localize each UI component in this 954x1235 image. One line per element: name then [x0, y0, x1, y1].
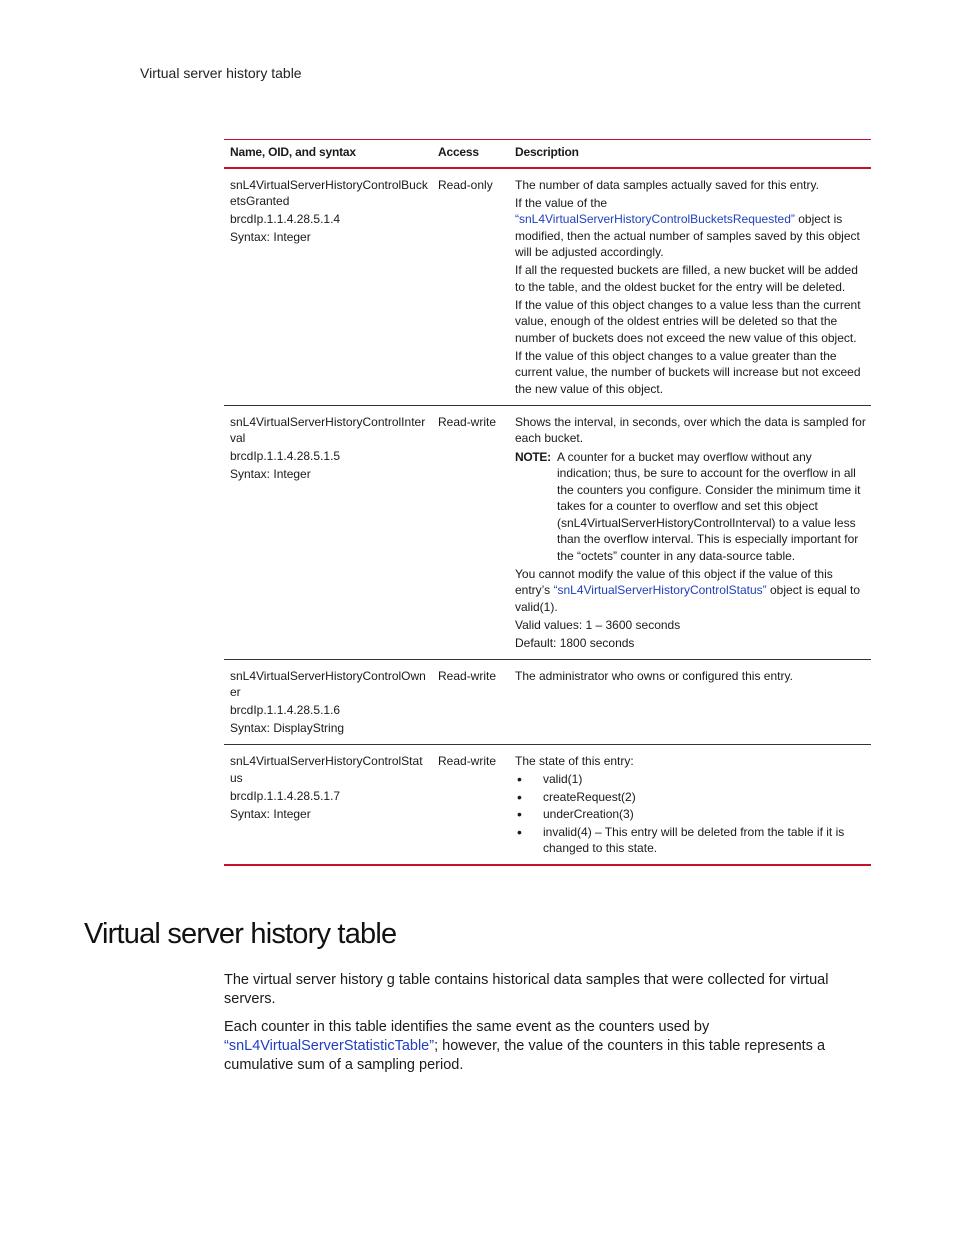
- text-run: object is equal to valid(1).: [515, 583, 861, 614]
- object-syntax: Syntax: Integer: [230, 230, 311, 244]
- section-paragraph: The virtual server history g table contains historical data samples that were collected for virtual servers.: [224, 972, 829, 1007]
- list-item: [515, 789, 869, 806]
- table-row: [224, 745, 871, 865]
- description-cell: [509, 659, 871, 745]
- list-item: [515, 824, 869, 857]
- table-row: [224, 405, 871, 659]
- table-row: [224, 659, 871, 745]
- bullet-icon: •: [517, 788, 522, 805]
- object-oid: brcdIp.1.1.4.28.5.1.4: [230, 212, 341, 226]
- table-row: [224, 168, 871, 406]
- header-name-oid-syntax: Name, OID, and syntax: [224, 140, 432, 168]
- text-run: Each counter in this table identifies the same event as the counters used by: [224, 1019, 710, 1035]
- bullet-icon: •: [517, 806, 522, 822]
- table-header-row: [224, 140, 871, 168]
- xref-link-buckets-requested[interactable]: “snL4VirtualServerHistoryControlBucketsRequested”: [515, 212, 795, 226]
- description-paragraph: [515, 566, 869, 616]
- object-name: snL4VirtualServerHistoryControlStatus: [230, 754, 423, 785]
- xref-link-control-status[interactable]: “snL4VirtualServerHistoryControlStatus”: [553, 583, 767, 597]
- object-syntax: Syntax: Integer: [230, 467, 311, 481]
- object-name: snL4VirtualServerHistoryControlBucketsGranted: [230, 177, 428, 208]
- object-name: snL4VirtualServerHistoryControlOwner: [230, 668, 426, 699]
- description-paragraph: If the value of this object changes to a value less than the current value, enough of the oldest entries will be deleted so that the number of buckets does not exceed the new value of this object.: [515, 297, 861, 345]
- section-heading: Virtual server history table: [84, 918, 397, 950]
- text-run: object is modified, then the actual number of samples saved by this object will be adjusted accordingly.: [515, 212, 860, 259]
- object-name: snL4VirtualServerHistoryControlInterval: [230, 414, 426, 445]
- list-item: [515, 771, 869, 788]
- object-oid: brcdIp.1.1.4.28.5.1.7: [230, 788, 341, 803]
- description-paragraph: If the value of this object changes to a value greater than the current value, the number of buckets will increase but not exceed the new value of this object.: [515, 348, 861, 396]
- list-item-text: invalid(4) – This entry will be deleted from the table if it is changed to this state.: [543, 824, 845, 855]
- section-paragraph: [224, 1018, 864, 1075]
- mib-object-table: [224, 139, 871, 866]
- object-oid: brcdIp.1.1.4.28.5.1.6: [230, 703, 341, 717]
- status-value-list: [515, 771, 869, 857]
- object-syntax: Syntax: Integer: [230, 806, 311, 821]
- text-run: You cannot modify the value of this object if the value of this entry’s: [515, 566, 833, 597]
- text-run: ; however, the value of the counters in this table represents a cumulative sum of a sampling period.: [224, 1038, 826, 1073]
- description-paragraph: Shows the interval, in seconds, over which the data is sampled for each bucket.: [515, 414, 866, 445]
- note-block: [515, 449, 869, 565]
- description-cell: [509, 168, 871, 406]
- list-item-text: underCreation(3): [543, 807, 634, 821]
- bullet-icon: •: [517, 823, 522, 840]
- object-syntax: Syntax: DisplayString: [230, 721, 345, 735]
- name-cell: [224, 745, 432, 865]
- header-access: Access: [432, 140, 509, 168]
- list-item: [515, 806, 869, 823]
- description-cell: [509, 745, 871, 865]
- header-description: Description: [509, 140, 871, 168]
- access-cell: Read-only: [432, 168, 509, 406]
- description-cell: [509, 405, 871, 659]
- name-cell: [224, 659, 432, 745]
- list-item-text: valid(1): [543, 772, 583, 786]
- access-cell: Read-write: [432, 745, 509, 865]
- text-run: If the value of the: [515, 195, 608, 210]
- description-paragraph: The number of data samples actually saved for this entry.: [515, 177, 819, 192]
- bullet-icon: •: [517, 771, 522, 787]
- description-paragraph: The administrator who owns or configured this entry.: [515, 668, 793, 683]
- list-item-text: createRequest(2): [543, 789, 636, 804]
- object-oid: brcdIp.1.1.4.28.5.1.5: [230, 449, 341, 463]
- valid-values: Valid values: 1 – 3600 seconds: [515, 617, 681, 632]
- note-text: A counter for a bucket may overflow without any indication; thus, be sure to account for the overflow in all the counters you configure. Consider the minimum time it takes for a counter to overflow and set this object (snL4VirtualServerHistoryControlInterval) to a value less than the overflow interval. This is especially important for the “octets” counter in any data-source table.: [557, 449, 861, 563]
- note-label: NOTE:: [515, 449, 551, 464]
- name-cell: [224, 168, 432, 406]
- description-paragraph: [515, 195, 869, 261]
- name-cell: [224, 405, 432, 659]
- description-paragraph: If all the requested buckets are filled, a new bucket will be added to the table, and the oldest bucket for the entry will be deleted.: [515, 263, 858, 294]
- running-head: Virtual server history table: [140, 65, 302, 81]
- access-cell: Read-write: [432, 659, 509, 745]
- xref-link-statistic-table[interactable]: “snL4VirtualServerStatisticTable”: [224, 1038, 435, 1054]
- description-paragraph: The state of this entry:: [515, 754, 634, 768]
- default-value: Default: 1800 seconds: [515, 635, 635, 650]
- access-cell: Read-write: [432, 405, 509, 659]
